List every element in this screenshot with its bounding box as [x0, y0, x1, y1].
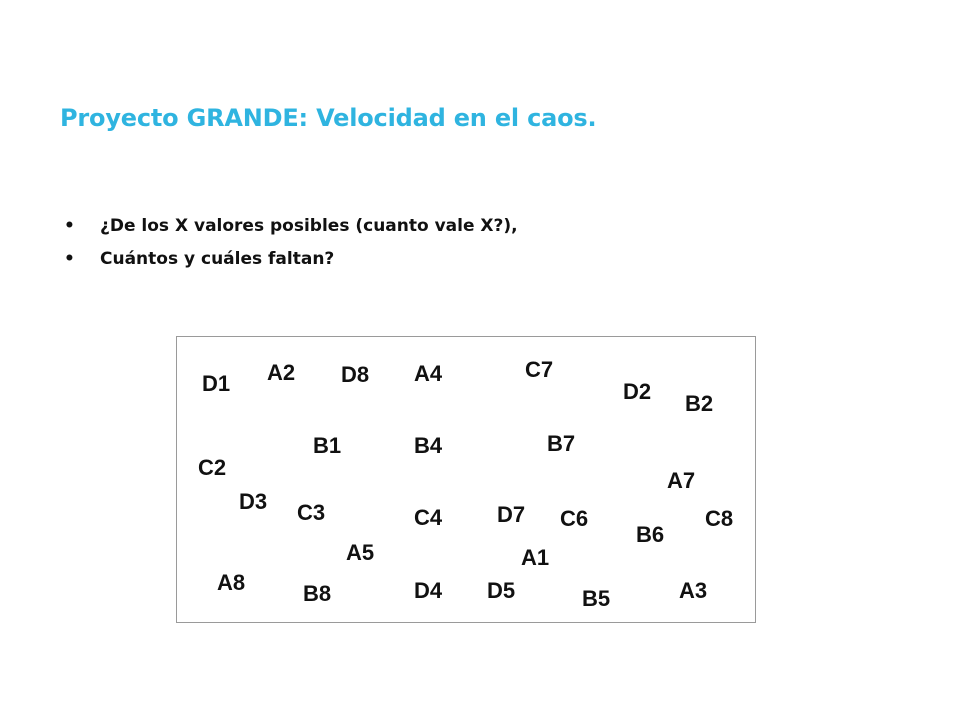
bullet-dot: •: [64, 216, 75, 236]
label-c8: C8: [705, 506, 734, 531]
label-b8: B8: [303, 581, 332, 606]
label-c3: C3: [297, 500, 326, 525]
label-c2: C2: [198, 455, 227, 480]
label-b5: B5: [582, 586, 611, 611]
bullet-text: Cuántos y cuáles faltan?: [100, 249, 335, 269]
label-image-box: [176, 336, 756, 623]
bullet-dot: •: [64, 249, 75, 269]
label-a4: A4: [414, 361, 443, 386]
label-a3: A3: [679, 578, 708, 603]
label-c6: C6: [560, 506, 589, 531]
bullet-text: ¿De los X valores posibles (cuanto vale X?),: [100, 216, 518, 236]
label-b6: B6: [636, 522, 665, 547]
label-b2: B2: [685, 391, 714, 416]
label-a2: A2: [267, 360, 296, 385]
label-b4: B4: [414, 433, 443, 458]
label-d2: D2: [623, 379, 652, 404]
bullet-item: [58, 210, 518, 243]
label-a7: A7: [667, 468, 696, 493]
label-a5: A5: [346, 540, 375, 565]
label-d7: D7: [497, 502, 526, 527]
label-d8: D8: [341, 362, 370, 387]
label-a8: A8: [217, 570, 246, 595]
label-c7: C7: [525, 357, 554, 382]
slide-title: Proyecto GRANDE: Velocidad en el caos.: [60, 104, 597, 132]
label-d3: D3: [239, 489, 268, 514]
label-d5: D5: [487, 578, 516, 603]
label-b7: B7: [547, 431, 576, 456]
label-a1: A1: [521, 545, 550, 570]
label-b1: B1: [313, 433, 342, 458]
bullet-item: [58, 243, 518, 276]
label-d4: D4: [414, 578, 443, 603]
label-c4: C4: [414, 505, 443, 530]
label-d1: D1: [202, 371, 231, 396]
bullet-list: [58, 210, 518, 276]
